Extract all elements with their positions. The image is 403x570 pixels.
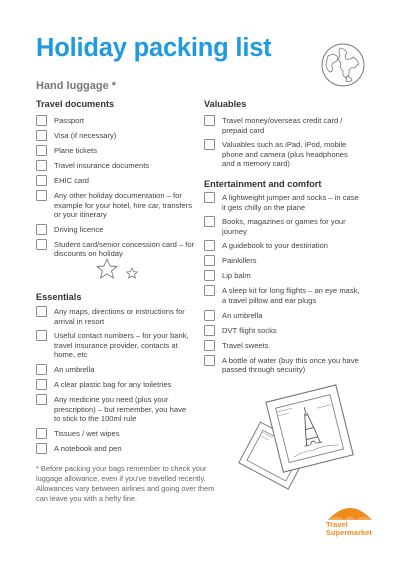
- checklist-item-label: Driving licence: [54, 224, 104, 234]
- valuables-heading: Valuables: [204, 99, 247, 109]
- checklist-item-label: Useful contact numbers – for your bank, travel insurance provider, contacts at home, etc: [54, 331, 189, 360]
- checklist-item-label: A bottle of water (buy this once you have passed through security): [222, 355, 359, 375]
- checklist-item: [36, 116, 196, 126]
- checkbox[interactable]: [204, 255, 215, 266]
- checklist-item-label: Painkillers: [222, 256, 257, 266]
- checklist-item: [204, 311, 362, 321]
- checkbox[interactable]: [36, 330, 47, 341]
- footnote: * Before packing your bags remember to check your luggage allowance, even if you've travelled recently. Allowances vary between airlines and going over them can leave you with a hefty fine.: [36, 464, 215, 503]
- checklist-item-label: An umbrella: [54, 364, 95, 374]
- checklist-item: [204, 116, 362, 135]
- checklist-item-label: An umbrella: [222, 310, 263, 320]
- checklist-item-label: Travel sweets: [222, 340, 269, 350]
- checklist-item-label: DVT flight socks: [222, 325, 277, 335]
- essentials-heading: Essentials: [36, 292, 82, 302]
- checklist-item-label: Lip balm: [222, 271, 251, 281]
- checkbox[interactable]: [36, 379, 47, 390]
- checklist-item: [204, 326, 362, 336]
- checklist-item-label: Student card/senior concession card – for discounts on holiday: [54, 239, 195, 259]
- checkbox[interactable]: [36, 175, 47, 186]
- travel-documents-heading: Travel documents: [36, 99, 115, 109]
- checkbox[interactable]: [204, 325, 215, 336]
- entertainment-list: [204, 193, 362, 380]
- checklist-item: [204, 140, 362, 169]
- photo-frames-illustration: [232, 380, 362, 495]
- valuables-list: [204, 116, 362, 174]
- checklist-item: [36, 331, 194, 360]
- checklist-item-label: A sleep kit for long flights – an eye mask, a travel pillow and ear plugs: [222, 286, 360, 305]
- checkbox[interactable]: [36, 428, 47, 439]
- brand-line-1: Travel: [326, 520, 348, 529]
- checklist-item: [36, 395, 194, 424]
- checkbox[interactable]: [204, 270, 215, 281]
- checkbox[interactable]: [36, 115, 47, 126]
- checkbox[interactable]: [36, 443, 47, 454]
- entertainment-heading: Entertainment and comfort: [204, 179, 322, 189]
- checklist-item-label: Plane tickets: [54, 146, 98, 155]
- checklist-item: [204, 341, 362, 351]
- checkbox[interactable]: [204, 115, 215, 126]
- checkbox[interactable]: [36, 224, 47, 235]
- checklist-item: [36, 225, 196, 235]
- checklist-item: [204, 241, 362, 251]
- checklist-item-label: Valuables such as iPad, iPod, mobile phone and camera (plus headphones and a memory card): [222, 140, 348, 169]
- checkbox[interactable]: [36, 306, 47, 317]
- checklist-item: [36, 444, 194, 454]
- checkbox[interactable]: [204, 192, 215, 203]
- checkbox[interactable]: [204, 240, 215, 251]
- checklist-item-label: Visa (if necessary): [54, 131, 117, 140]
- checklist-item: [36, 429, 194, 439]
- checklist-item-label: EHIC card: [54, 176, 90, 185]
- checklist-item-label: A clear plastic bag for any toiletries: [54, 379, 172, 389]
- checklist-item-label: Books, magazines or games for your journey: [222, 217, 346, 236]
- checklist-item-label: Passport: [54, 116, 84, 125]
- checkbox[interactable]: [204, 355, 215, 366]
- essentials-list: [36, 307, 194, 459]
- checklist-item-label: Any maps, directions or instructions for arrival in resort: [54, 307, 185, 326]
- checklist-item: [36, 307, 194, 326]
- checklist-item-label: Travel money/overseas credit card / prepaid card: [222, 116, 343, 135]
- checkbox[interactable]: [36, 239, 47, 250]
- checklist-item-label: A lightweight jumper and socks – in case it gets chilly on the plane: [222, 193, 359, 212]
- checkbox[interactable]: [36, 160, 47, 171]
- checklist-item: [204, 217, 362, 236]
- checklist-item: [204, 356, 362, 375]
- hand-luggage-heading: Hand luggage *: [36, 80, 117, 92]
- brand-name: [326, 521, 372, 537]
- checklist-item-label: Tissues / wet wipes: [54, 428, 120, 438]
- checkbox[interactable]: [36, 394, 47, 405]
- globe-icon: [320, 42, 366, 88]
- stars-decoration: [96, 257, 142, 283]
- checkbox[interactable]: [204, 216, 215, 227]
- checklist-item: [36, 380, 194, 390]
- checkbox[interactable]: [204, 285, 215, 296]
- checkbox[interactable]: [204, 139, 215, 150]
- checklist-item: [204, 271, 362, 281]
- checkbox[interactable]: [204, 340, 215, 351]
- checkbox[interactable]: [36, 130, 47, 141]
- checklist-item-label: A notebook and pen: [54, 443, 122, 453]
- checklist-item: [36, 146, 196, 156]
- checklist-item: [204, 286, 362, 305]
- checklist-item: [36, 176, 196, 186]
- checkbox[interactable]: [36, 190, 47, 201]
- checklist-item: [36, 131, 196, 141]
- checklist-item: [36, 191, 196, 220]
- checkbox[interactable]: [36, 364, 47, 375]
- brand-line-2: Supermarket: [326, 528, 372, 537]
- checklist-item: [204, 256, 362, 266]
- page-title: Holiday packing list: [36, 34, 272, 62]
- travel-documents-list: [36, 116, 196, 264]
- checklist-item: [36, 161, 196, 171]
- checklist-item-label: Any other holiday documentation – for example for your hotel, hire car, transfers or your itinerary: [54, 191, 193, 220]
- checklist-item: [36, 365, 194, 375]
- checkbox[interactable]: [204, 310, 215, 321]
- checklist-item-label: Travel insurance documents: [54, 161, 150, 170]
- checkbox[interactable]: [36, 145, 47, 156]
- checklist-item: [204, 193, 362, 212]
- checklist-item-label: Any medicine you need (plus your prescription) – but remember, you have to stick to the 100ml rule: [54, 394, 187, 424]
- checklist-item-label: A guidebook to your destination: [222, 241, 328, 251]
